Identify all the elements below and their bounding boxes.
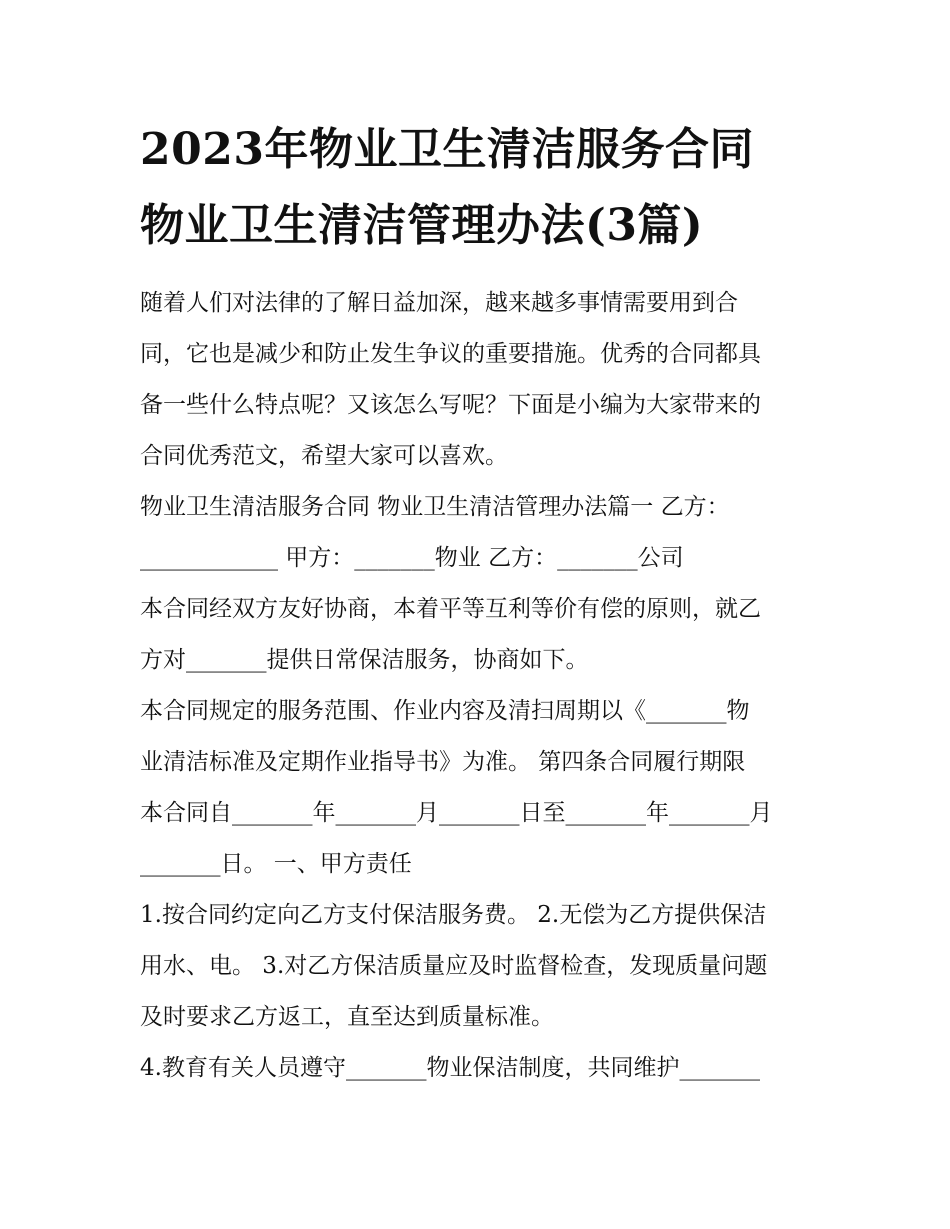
text-line: 方对_______提供日常保洁服务，协商如下。 [140,647,589,673]
text-line: 物业卫生清洁服务合同 物业卫生清洁管理办法篇一 乙方： [140,494,730,520]
text-line: 1.按合同约定向乙方支付保洁服务费。 2.无偿为乙方提供保洁 [140,902,767,928]
document-body [140,278,820,1094]
text-line: ____________ 甲方：_______物业 乙方：_______公司 [140,545,684,571]
text-line: 同，它也是减少和防止发生争议的重要措施。优秀的合同都具 [140,341,761,367]
paragraph-scope-term [140,686,820,890]
text-line: 用水、电。 3.对乙方保洁质量应及时监督检查，发现质量问题 [140,953,768,979]
paragraph-education [140,1043,820,1094]
paragraph-agreement [140,584,820,686]
text-line: 本合同自_______年_______月_______日至_______年_______月 [140,800,773,826]
document-title [140,112,820,264]
title-line-1: 2023年物业卫生清洁服务合同 [140,124,754,175]
text-line: _______日。 一、甲方责任 [140,851,412,877]
title-line-2: 物业卫生清洁管理办法(3篇) [140,200,704,251]
text-line: 备一些什么特点呢？又该怎么写呢？下面是小编为大家带来的 [140,392,761,418]
paragraph-parties [140,482,820,584]
text-line: 合同优秀范文，希望大家可以喜欢。 [140,443,508,469]
text-line: 本合同经双方友好协商，本着平等互利等价有偿的原则，就乙 [140,596,761,622]
text-line: 随着人们对法律的了解日益加深，越来越多事情需要用到合 [140,290,738,316]
text-line: 本合同规定的服务范围、作业内容及清扫周期以《_______物 [140,698,750,724]
paragraph-party-a-duties [140,890,820,1043]
text-line: 及时要求乙方返工，直至达到质量标准。 [140,1004,554,1030]
text-line: 业清洁标准及定期作业指导书》为准。 第四条合同履行期限 [140,749,746,775]
text-line: 4.教育有关人员遵守_______物业保洁制度，共同维护_______ [140,1055,760,1081]
paragraph-intro [140,278,820,482]
